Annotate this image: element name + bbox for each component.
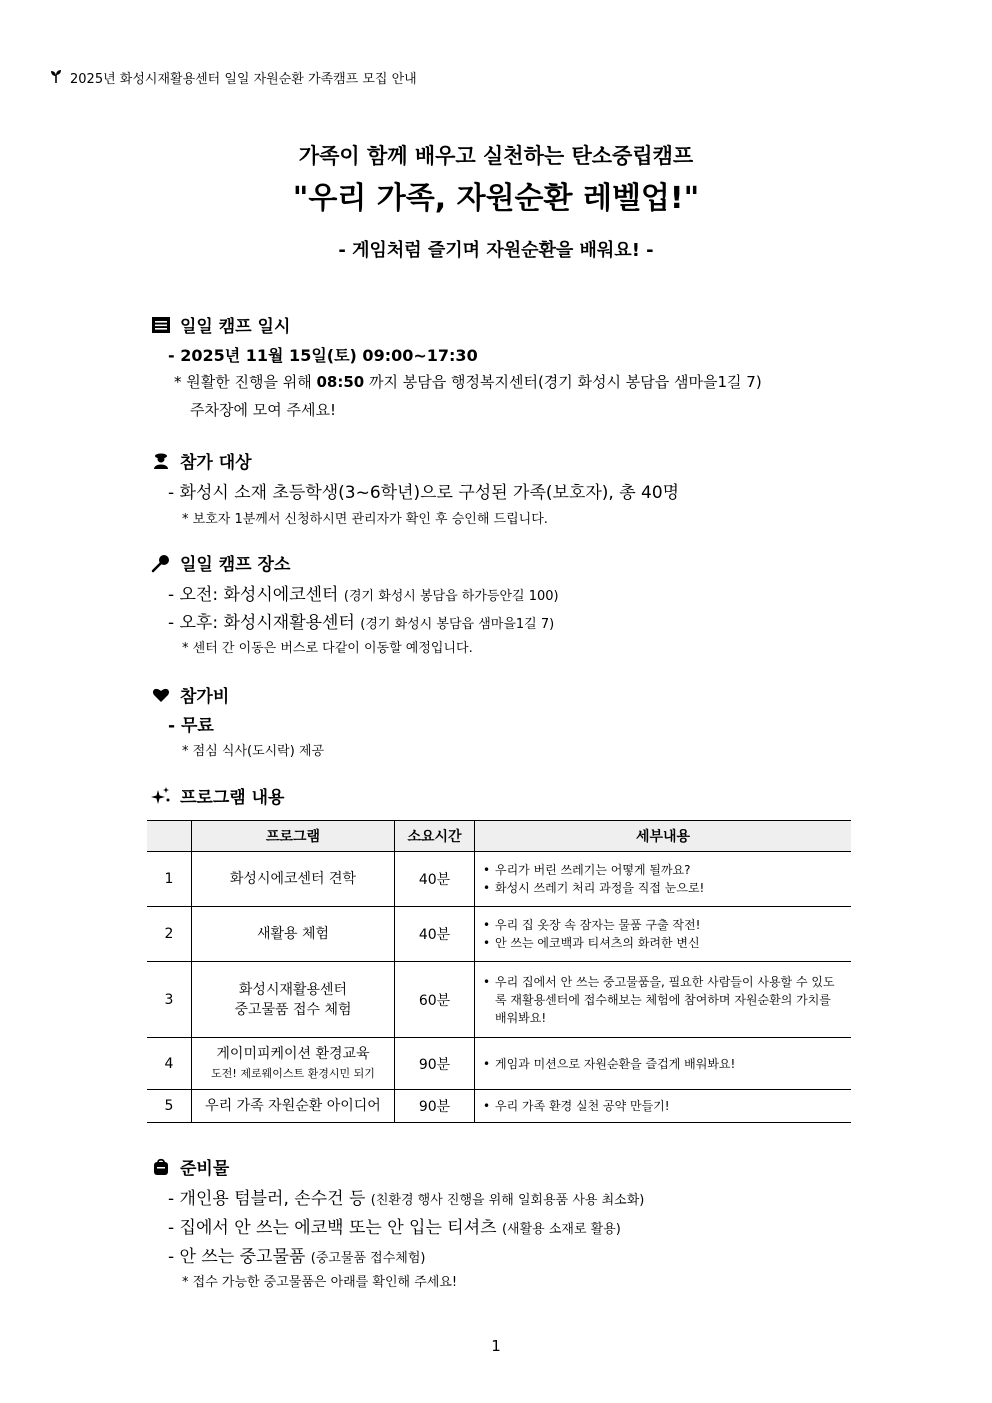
sprout-icon bbox=[50, 69, 64, 87]
subtitle: - 게임처럼 즐기며 자원순환을 배워요! - bbox=[338, 240, 654, 261]
supplies-heading bbox=[150, 1154, 229, 1179]
row-number: 4 bbox=[147, 1038, 192, 1090]
place-am: - 오전: 화성시에코센터 (경기 화성시 봉담읍 하가등안길 100) bbox=[168, 585, 559, 605]
schedule-date: - 2025년 11월 15일(토) 09:00~17:30 bbox=[168, 346, 478, 365]
notepad-icon bbox=[150, 315, 172, 335]
page-number: 1 bbox=[491, 1337, 501, 1355]
program-details: • 우리 집 옷장 속 잠자는 물품 구출 작전! • 안 쓰는 에코백과 티셔츠의 화려한 변신 bbox=[475, 907, 852, 962]
supplies-item: - 집에서 안 쓰는 에코백 또는 안 입는 티셔츠 (새활용 소재로 활용) bbox=[168, 1218, 621, 1238]
column-header-no bbox=[147, 821, 192, 852]
schedule-note: * 원활한 진행을 위해 08:50 까지 봉담읍 행정복지센터(경기 화성시 봉담읍 샘마을1길 7) bbox=[174, 373, 762, 391]
program-name: 게이미피케이션 환경교육 도전! 제로웨이스트 환경시민 되기 bbox=[192, 1038, 395, 1090]
place-heading bbox=[150, 550, 290, 575]
program-details: • 우리가 버린 쓰레기는 어떻게 될까요? • 화성시 쓰레기 처리 과정을 직접 눈으로! bbox=[475, 852, 852, 907]
table-row bbox=[147, 1090, 851, 1123]
title-line-2: "우리 가족, 자원순환 레벨업!" bbox=[292, 181, 700, 216]
table-header-row bbox=[147, 821, 851, 852]
target-line: - 화성시 소재 초등학생(3~6학년)으로 구성된 가족(보호자), 총 40명 bbox=[168, 483, 680, 503]
supplies-item: - 개인용 텀블러, 손수건 등 (친환경 행사 진행을 위해 일회용품 사용 최소화) bbox=[168, 1189, 645, 1209]
person-icon bbox=[150, 451, 172, 471]
row-number: 1 bbox=[147, 852, 192, 907]
fee-heading bbox=[150, 682, 229, 707]
column-header-duration: 소요시간 bbox=[395, 821, 475, 852]
program-name: 우리 가족 자원순환 아이디어 bbox=[192, 1090, 395, 1123]
target-heading-text: 참가 대상 bbox=[180, 453, 252, 473]
place-note: * 센터 간 이동은 버스로 다같이 이동할 예정입니다. bbox=[182, 641, 473, 656]
table-row bbox=[147, 962, 851, 1038]
target-heading bbox=[150, 448, 252, 473]
program-duration: 40분 bbox=[395, 852, 475, 907]
program-duration: 60분 bbox=[395, 962, 475, 1038]
pin-icon bbox=[150, 553, 172, 573]
program-heading-text: 프로그램 내용 bbox=[180, 788, 285, 808]
header-text: 2025년 화성시재활용센터 일일 자원순환 가족캠프 모집 안내 bbox=[70, 72, 417, 87]
column-header-program: 프로그램 bbox=[192, 821, 395, 852]
program-duration: 90분 bbox=[395, 1038, 475, 1090]
row-number: 2 bbox=[147, 907, 192, 962]
schedule-heading-text: 일일 캠프 일시 bbox=[180, 317, 291, 337]
place-pm: - 오후: 화성시재활용센터 (경기 화성시 봉담읍 샘마을1길 7) bbox=[168, 613, 555, 633]
column-header-details: 세부내용 bbox=[475, 821, 852, 852]
schedule-heading bbox=[150, 312, 290, 337]
program-details: • 우리 가족 환경 실천 공약 만들기! bbox=[475, 1090, 852, 1123]
heart-icon bbox=[150, 685, 172, 705]
document-header bbox=[50, 68, 417, 87]
schedule-note-line2: 주차장에 모여 주세요! bbox=[190, 401, 336, 419]
fee-line: - 무료 bbox=[168, 716, 214, 736]
table-row bbox=[147, 852, 851, 907]
program-heading bbox=[150, 783, 284, 808]
program-name: 화성시재활용센터 중고물품 접수 체험 bbox=[192, 962, 395, 1038]
program-table bbox=[147, 820, 851, 1123]
program-details: • 게임과 미션으로 자원순환을 즐겁게 배워봐요! bbox=[475, 1038, 852, 1090]
target-note: * 보호자 1분께서 신청하시면 관리자가 확인 후 승인해 드립니다. bbox=[182, 512, 548, 527]
table-row bbox=[147, 1038, 851, 1090]
table-row bbox=[147, 907, 851, 962]
fee-heading-text: 참가비 bbox=[180, 687, 230, 707]
place-heading-text: 일일 캠프 장소 bbox=[180, 555, 291, 575]
row-number: 3 bbox=[147, 962, 192, 1038]
supplies-note: * 접수 가능한 중고물품은 아래를 확인해 주세요! bbox=[182, 1275, 458, 1290]
program-details: • 우리 집에서 안 쓰는 중고물품을, 필요한 사람들이 사용할 수 있도록 재활용센터에 접수해보는 체험에 참여하며 자원순환의 가치를 배워봐요! bbox=[475, 962, 852, 1038]
bag-icon bbox=[150, 1157, 172, 1177]
sparkles-icon bbox=[150, 786, 172, 806]
row-number: 5 bbox=[147, 1090, 192, 1123]
program-duration: 40분 bbox=[395, 907, 475, 962]
program-name: 화성시에코센터 견학 bbox=[192, 852, 395, 907]
supplies-heading-text: 준비물 bbox=[180, 1159, 230, 1179]
title-line-1: 가족이 함께 배우고 실천하는 탄소중립캠프 bbox=[298, 144, 694, 168]
program-duration: 90분 bbox=[395, 1090, 475, 1123]
supplies-item: - 안 쓰는 중고물품 (중고물품 접수체험) bbox=[168, 1247, 426, 1267]
fee-note: * 점심 식사(도시락) 제공 bbox=[182, 744, 325, 759]
program-name: 새활용 체험 bbox=[192, 907, 395, 962]
